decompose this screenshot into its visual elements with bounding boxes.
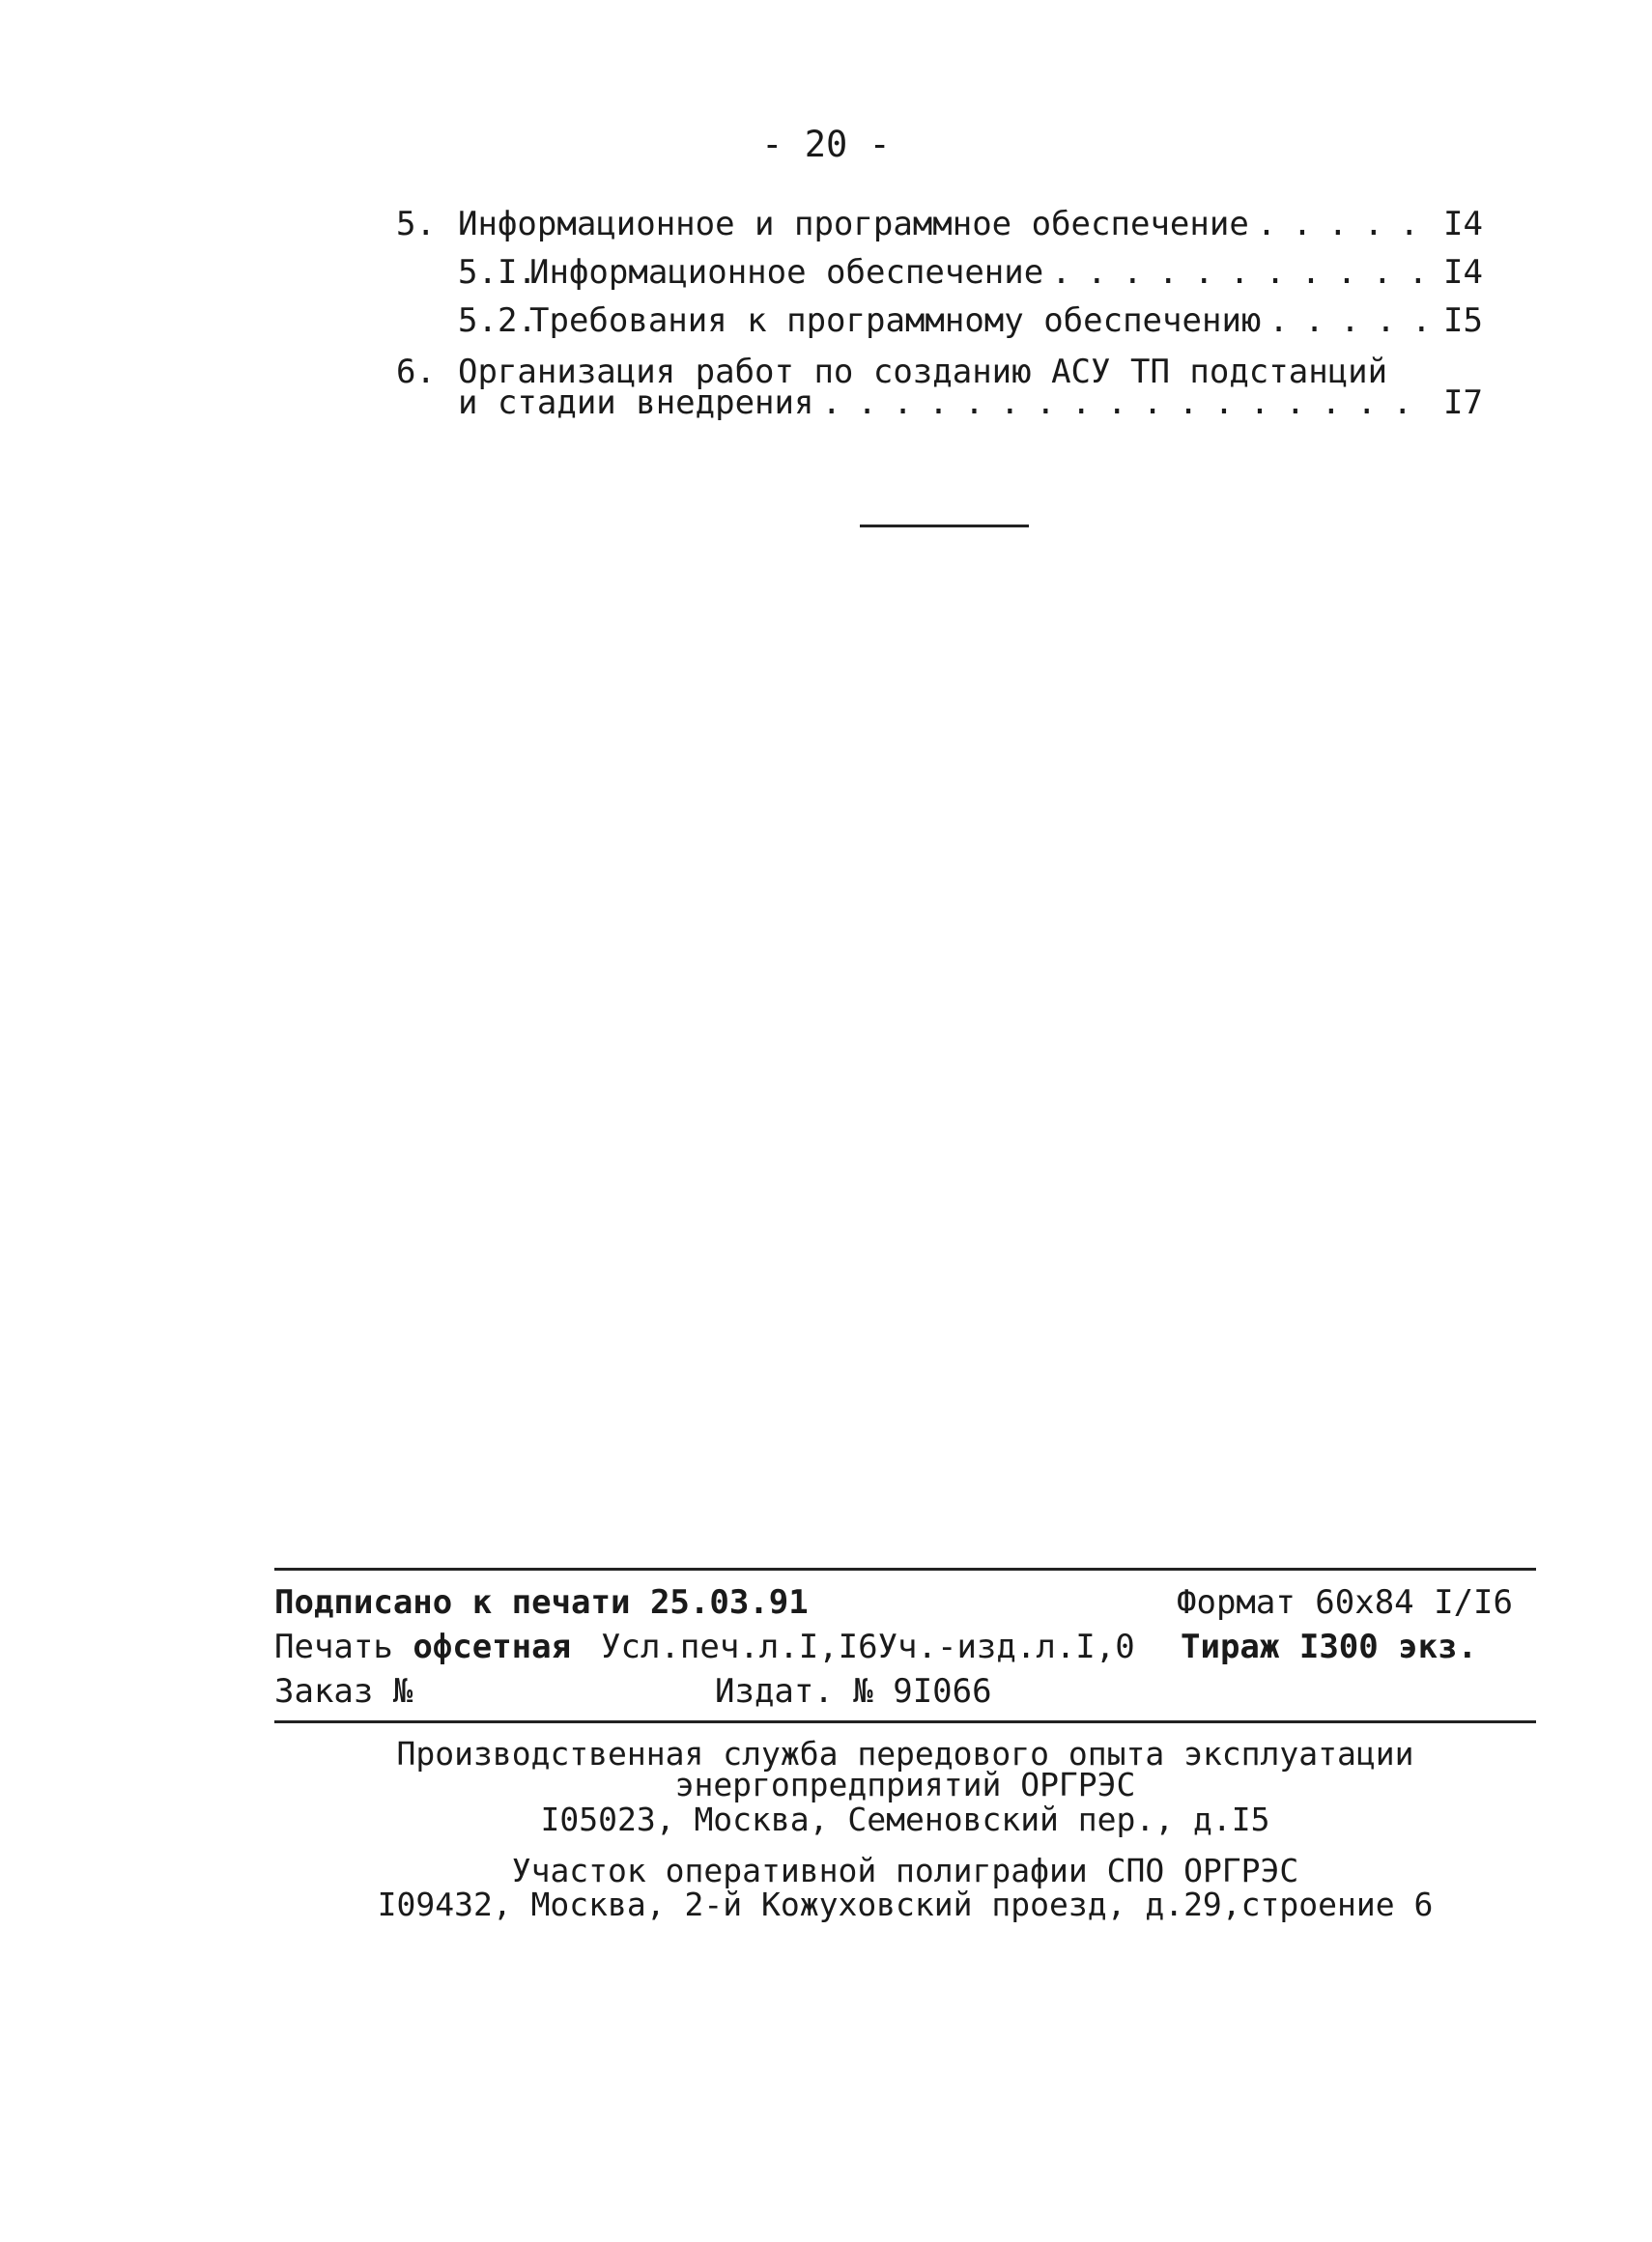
imprint-print-type	[274, 1625, 571, 1669]
toc-entry-continuation	[396, 381, 1483, 425]
toc-entry-number: 5.2.	[458, 301, 537, 340]
toc-entry-number: 6.	[396, 353, 436, 391]
signed-date: 25.03.91	[649, 1583, 809, 1622]
imprint-bottom-rule	[274, 1720, 1536, 1723]
imprint-sheets: Усл.печ.л.I,I6Уч.-изд.л.I,0	[601, 1628, 1135, 1666]
toc-leader	[1257, 202, 1425, 246]
publisher-address: I05023, Москва, Семеновский пер., д.I5	[540, 1801, 1270, 1838]
toc-entry-number: 5.I.	[458, 253, 537, 292]
toc-entry-page: I7	[1443, 383, 1483, 422]
toc-leader	[1051, 250, 1425, 295]
toc-entry-page: I5	[1443, 301, 1483, 340]
signed-label: Подписано к печати	[274, 1583, 631, 1622]
toc-entry-page: I4	[1443, 253, 1483, 292]
publisher-subname: энергопредприятий ОРГРЭС	[674, 1766, 1136, 1803]
toc-entry-page: I4	[1443, 205, 1483, 243]
imprint-format: Формат 60х84 I/I6	[1177, 1583, 1513, 1622]
toc-entry-title: Информационное обеспечение	[529, 253, 1044, 292]
printer-address: I09432, Москва, 2-й Кожуховский проезд, д.29,строение 6	[377, 1886, 1434, 1923]
imprint-top-rule	[274, 1568, 1536, 1571]
print-type-value: офсетная	[413, 1628, 572, 1666]
toc-leader	[1268, 298, 1425, 343]
circulation-label: Тираж	[1181, 1628, 1280, 1666]
toc-entry	[396, 298, 1483, 343]
toc-entry-number: 5.	[396, 205, 436, 243]
toc-leader	[821, 381, 1425, 425]
toc-entry-title-cont: и стадии внедрения	[458, 383, 814, 422]
toc-entry	[396, 202, 1483, 246]
imprint-circulation	[1181, 1625, 1477, 1669]
toc-entry-title: Требования к программному обеспечению	[529, 301, 1262, 340]
page-number: - 20 -	[761, 124, 891, 165]
toc-entry-title: Информационное и программное обеспечение	[458, 205, 1249, 243]
toc-entry-title: Организация работ по созданию АСУ ТП подстанций	[458, 353, 1388, 391]
publisher-name: Производственная служба передового опыта эксплуатации	[396, 1735, 1414, 1773]
section-divider	[860, 525, 1029, 527]
toc-entry	[396, 250, 1483, 295]
imprint-order: Заказ №	[274, 1672, 413, 1711]
imprint-publisher-number: Издат. № 9I066	[715, 1672, 992, 1711]
printer-name: Участок оперативной полиграфии СПО ОРГРЭС	[511, 1852, 1299, 1889]
print-type-label: Печать	[274, 1628, 393, 1666]
circulation-value: I300 экз.	[1298, 1628, 1478, 1666]
imprint-signed	[274, 1580, 809, 1625]
